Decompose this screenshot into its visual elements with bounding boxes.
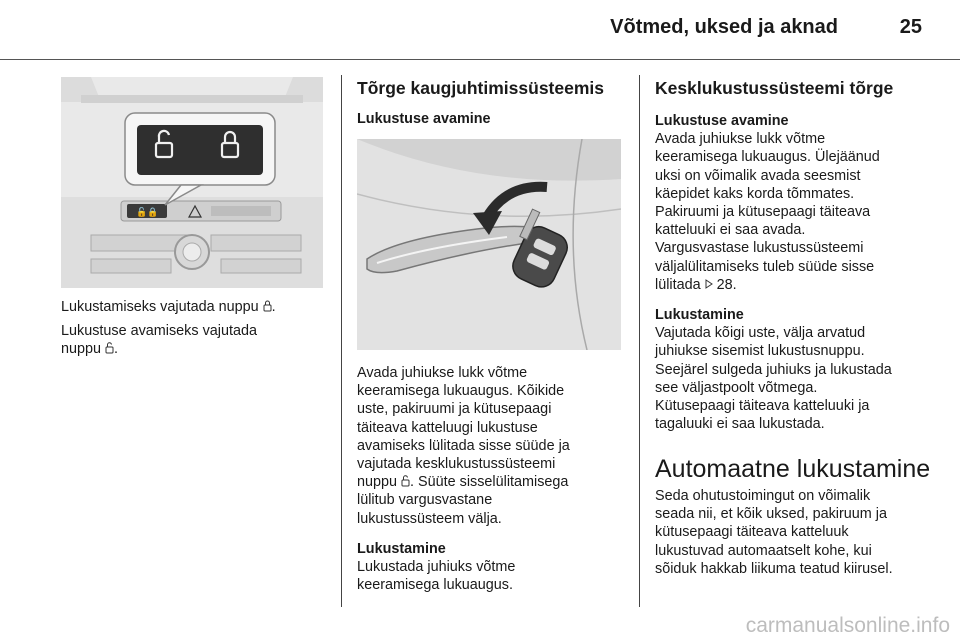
text-line: see väljastpoolt võtmega.	[655, 379, 818, 396]
text-line: lülitada	[655, 276, 701, 293]
text-line: Seejärel sulgeda juhiuks ja lukustada	[655, 361, 892, 378]
door-key-illustration	[357, 139, 621, 350]
unlock-instruction-line: nuppu	[61, 341, 102, 358]
text-line: tagaluuki ei saa lukustada.	[655, 416, 825, 433]
dashboard-illustration	[61, 77, 323, 288]
lock-closed-icon	[263, 299, 272, 311]
column-divider	[639, 75, 640, 607]
text-line: seada nii, et kõik uksed, pakiruum ja	[655, 506, 887, 523]
remote-lock-section	[357, 540, 627, 595]
text-line: Lukustada juhiuks võtme	[357, 559, 516, 576]
column-3-body	[655, 112, 935, 433]
central-lock-subheading: Lukustamine	[655, 307, 744, 324]
text-line: katteluuki ei saa avada.	[655, 222, 806, 239]
text-line: lülitub vargusvastane	[357, 492, 493, 509]
column-2-body	[357, 364, 627, 594]
text-line: nuppu	[357, 474, 398, 491]
automatic-locking-paragraph	[655, 487, 940, 578]
remote-unlock-subheading: Lukustuse avamine	[357, 111, 491, 127]
remote-failure-heading: Tõrge kaugjuhtimissüsteemis	[357, 78, 605, 98]
text-line: keeramisega lukuaugus. Ülejäänud	[655, 149, 880, 166]
text-line: Kütusepaagi täiteava katteluuki ja	[655, 398, 870, 415]
text-line: avamiseks lülitada sisse süüde ja	[357, 437, 570, 454]
text-line: vajutada kesklukustussüsteemi	[357, 456, 556, 473]
remote-unlock-paragraph	[357, 364, 627, 528]
text-line: sõiduk hakkab liikuma teatud kiirusel.	[655, 560, 893, 577]
central-lock-failure-heading: Kesklukustussüsteemi tõrge	[655, 78, 894, 98]
text-line: keeramisega lukuaugus.	[357, 577, 513, 594]
text-line: uste, pakiruumi ja kütusepaagi	[357, 401, 552, 418]
text-line: Vargusvastase lukustussüsteemi	[655, 240, 864, 257]
lock-instruction-text: Lukustamiseks vajutada nuppu	[61, 299, 259, 315]
lock-buttons-figure	[61, 77, 323, 288]
text-line: lukustuvad automaatselt kohe, kui	[655, 542, 872, 559]
unlock-instruction-line: Lukustuse avamiseks vajutada	[61, 323, 257, 340]
text-line: täiteava katteluugi lukustuse	[357, 419, 538, 436]
text-line: lukustussüsteem välja.	[357, 510, 502, 527]
automatic-locking-heading: Automaatne lukustamine	[655, 455, 931, 483]
watermark: carmanualsonline.info	[745, 614, 950, 637]
text-line: Avada juhiukse lukk võtme	[357, 365, 528, 381]
lock-instruction: Lukustamiseks vajutada nuppu .	[61, 299, 276, 315]
svg-text:🔓🔒: 🔓🔒	[136, 208, 159, 218]
column-1	[61, 298, 326, 359]
lock-open-icon	[401, 474, 410, 486]
text-line: kütusepaagi täiteava katteluuk	[655, 524, 849, 541]
text-line: Avada juhiukse lukk võtme	[655, 131, 826, 148]
text-line: käepidet kaks korda tõmmates.	[655, 185, 855, 202]
central-unlock-subheading: Lukustuse avamine	[655, 113, 789, 129]
lock-open-icon	[105, 341, 114, 353]
text-line: väljalülitamiseks tuleb süüde sisse	[655, 258, 875, 275]
header-rule	[0, 59, 960, 60]
column-divider	[341, 75, 342, 607]
page-reference[interactable]: 28.	[716, 276, 737, 293]
remote-lock-subheading: Lukustamine	[357, 540, 446, 557]
text-line: juhiukse sisemist lukustusnuppu.	[655, 343, 865, 360]
page-reference-arrow-icon	[705, 276, 713, 286]
remote-unlock-subheading-wrap	[357, 110, 491, 128]
text-line: Vajutada kõigi uste, välja arvatud	[655, 325, 866, 342]
text-line: Seda ohutustoimingut on võimalik	[655, 488, 871, 504]
central-lock-section	[655, 306, 935, 433]
page-number: 25	[899, 16, 922, 38]
unlock-instruction: Lukustuse avamiseks vajutada nuppu .	[61, 323, 257, 358]
text-line: . Süüte sisselülitamisega	[410, 474, 569, 491]
automatic-locking-body	[655, 487, 940, 578]
text-line: uksi on võimalik avada seesmist	[655, 167, 861, 184]
central-unlock-section	[655, 112, 935, 294]
page-header-title: Võtmed, uksed ja aknad	[610, 16, 838, 38]
text-line: Pakiruumi ja kütusepaagi täiteava	[655, 204, 871, 221]
text-line: keeramisega lukuaugus. Kõikide	[357, 383, 565, 400]
key-door-figure	[357, 139, 621, 350]
